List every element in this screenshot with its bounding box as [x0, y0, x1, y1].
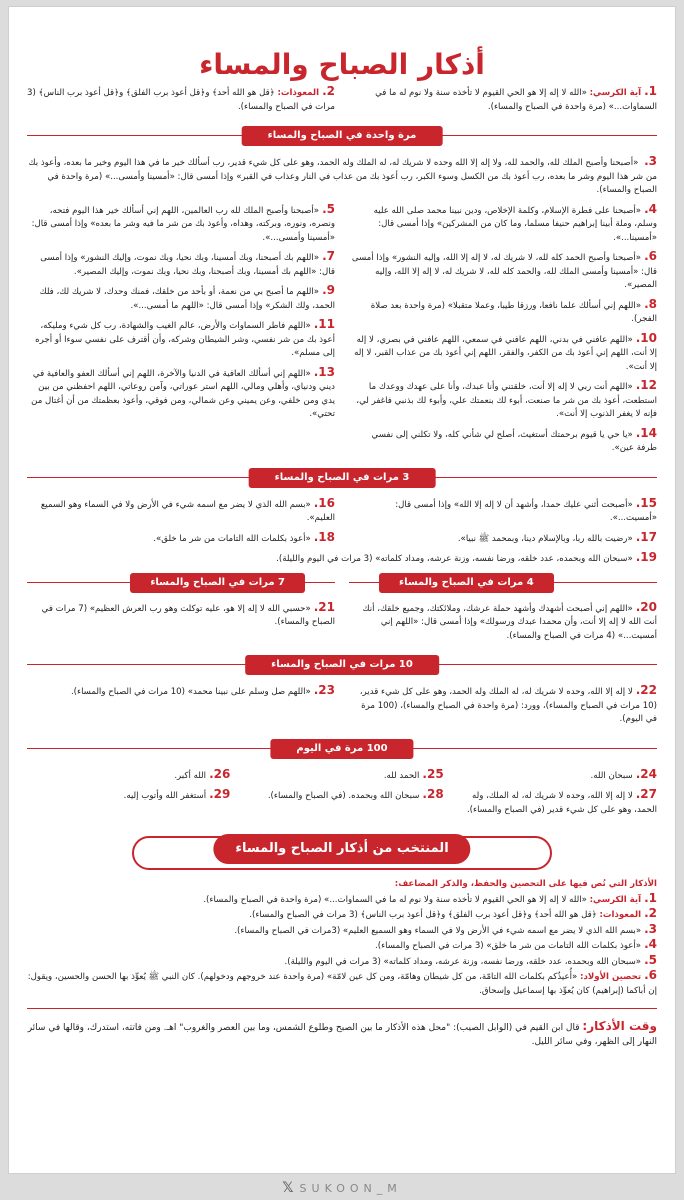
list-item: 17.«رضيت بالله ربا، وبالإسلام دينا، وبمحمد ﷺ نبيا». — [457, 529, 657, 544]
list-item: 16.«بسم الله الذي لا يضر مع اسمه شيء في الأرض ولا في السماء وهو السميع العليم». — [40, 495, 335, 523]
brand-watermark — [0, 1180, 684, 1196]
list-item: 26.الله أكبر. — [174, 766, 231, 781]
list-item: 18.«أعوذ بكلمات الله التامات من شر ما خلق». — [153, 529, 335, 544]
content — [9, 85, 675, 1049]
item-3: 3. «أصبحنا وأصبح الملك لله، والحمد لله، ولا إله إلا الله وحده لا شريك له، له الملك وله الحمد، وهو على كل شيء قدير، رب أسألك خير ما في هذا اليوم وخير ما بعده، وأعوذ بك من شر هذا اليوم وشر ما بعده، رب أعوذ بك من الكسل وسوء الكبر، رب أعوذ بك من عذاب في النار وعذاب في القبر» وإذا أمسى قال: «أمسينا وأمسى...» (مرة واحدة في الصباح والمساء). — [28, 154, 657, 195]
four-seven-row — [27, 601, 657, 649]
item-21: 21.«حسبي الله لا إله إلا هو، عليه توكلت وهو رب العرش العظيم» (7 مرات في الصباح والمساء). — [41, 599, 335, 627]
list-item: 15.«أصبحت أثني عليك حمدا، وأشهد أن لا إله إلا الله» وإذا أمسى قال: «أمسيت...». — [395, 495, 657, 523]
list-item: 11.«اللهم فاطر السماوات والأرض، عالم الغيب والشهادة، رب كل شيء ومليكه، أعوذ بك من شر نفسي، وشر الشيطان وشركه، وأن أقترف على نفسي سوءا أو أجره إلى مسلم». — [35, 317, 335, 358]
top-row — [27, 85, 657, 119]
once-columns — [27, 203, 657, 461]
page-sheet — [8, 6, 676, 1174]
item-22: 22.لا إله إلا الله، وحده لا شريك له، له الملك وله الحمد، وهو على كل شيء قدير، (10 مرات في الصباح والمساء)، وورد: (مرة واحدة في الصباح والمساء)، (100 مرة في اليوم). — [359, 683, 657, 724]
banner-ten: 10 مرات في الصباح والمساء — [27, 654, 657, 676]
item-1: 1.آية الكرسي: «الله لا إله إلا هو الحي القيوم لا تأخذه سنة ولا نوم له ما في السماوات...» (مرة واحدة في الصباح والمساء). — [375, 84, 657, 112]
list-item: 9.«اللهم ما أصبح بي من نعمة، أو بأحد من خلقك، فمنك وحدك، لا شريك لك، فلك الحمد، ولك الشكر» وإذا أمسى قال: «اللهم ما أمسى...». — [39, 283, 335, 311]
list-item: 5.«أصبحنا وأصبح الملك لله رب العالمين، اللهم إني أسألك خير هذا اليوم فتحه، ونصره، ونوره، وبركته، وهداه، وأعوذ بك من شر ما فيه وشر ما بعده» وإذا أمسى قال: «أمسينا وأمسى...». — [31, 201, 335, 243]
list-item: 6.«أصبحنا وأصبح الحمد كله لله، لا شريك له، لا إله إلا الله، وإليه النشور» وإذا أمسى قال: «أمسينا وأمسى الملك لله، والحمد كله لله، لا شريك له، لا إله إلا الله، وإليه المصير». — [351, 249, 657, 290]
list-item: 24.سبحان الله. — [590, 766, 657, 781]
list-item: 28.سبحان الله وبحمده. (في الصباح والمساء). — [267, 787, 444, 801]
list-item: 6.تحصين الأولاد: «أُعيذُكم بكلمات الله التامّة، من كل شيطان وهامّة، ومن كل عين لامّة» (مرة واحدة عند خروجهم ودخولهم). كان النبي ﷺ يُعوِّذ بها الحسن والحسين، ويقول: إن أباكما (إبراهيم) كان يُعوِّذ بها إسماعيل وإسحاق. — [27, 968, 657, 996]
ten-row — [27, 684, 657, 732]
three-columns — [27, 497, 657, 552]
banner-three: 3 مرات في الصباح والمساء — [27, 467, 657, 489]
item-20: 20.«اللهم إني أصبحت أشهدك وأشهد حملة عرشك، وملائكتك، وجميع خلقك، أنك أنت الله لا إله إلا أنت، وأن محمدا عبدك ورسولك» وإذا أمسى قال: «اللهم إني أمسيت...» (4 مرات في الصباح والمساء). — [362, 599, 657, 641]
three-right-column — [349, 497, 657, 552]
item-23: 23.«اللهم صل وسلم على نبينا محمد» (10 مرات في الصباح والمساء). — [70, 683, 335, 697]
selected-banner: المنتخب من أذكار الصباح والمساء — [132, 836, 552, 870]
list-item: 29.أستغفر الله وأتوب إليه. — [123, 787, 231, 801]
banner-hundred: 100 مرة في اليوم — [27, 738, 657, 760]
list-item: 14.«يا حي يا قيوم برحمتك أستغيث، أصلح لي شأني كله، ولا تكلني إلى نفسي طرفة عين». — [371, 425, 657, 453]
list-item: 4.«أعوذ بكلمات الله التامات من شر ما خلق» (3 مرات في الصباح والمساء). — [375, 937, 657, 951]
list-item: 7.«اللهم بك أصبحنا، وبك أمسينا، وبك نحيا، وبك نموت، وإليك النشور» وإذا أمسى قال: «اللهم بك أمسينا، وبك أصبحنا، وبك نحيا، وبك نموت، وإليك المصير». — [40, 249, 335, 277]
hundred-row-1 — [27, 768, 657, 789]
item-19: 19.«سبحان الله وبحمده، عدد خلقه، ورضا نفسه، وزنة عرشه، ومداد كلماته» (3 مرات في اليوم والليلة). — [276, 550, 657, 564]
once-right-column — [349, 203, 657, 461]
list-item: 3.«بسم الله الذي لا يضر مع اسمه شيء في الأرض ولا في السماء وهو السميع العليم» (3مرات في الصباح والمساء). — [234, 921, 657, 936]
banner-four-seven — [27, 573, 657, 593]
list-item: 10.«اللهم عافني في بدني، اللهم عافني في سمعي، اللهم عافني في بصري، لا إله إلا أنت، اللهم إني أعوذ بك من الكفر، والفقر، اللهم إني أعوذ بك من عذاب القبر، لا إله إلا أنت». — [354, 330, 657, 372]
list-item: 5.«سبحان الله وبحمده، عدد خلقه، ورضا نفسه، وزنة عرشه، ومداد كلماته» (3 مرات في اليوم والليلة). — [284, 952, 657, 967]
footnote: وقت الأذكار: قال ابن القيم في (الوابل الصيب): "محل هذه الأذكار ما بين الصبح وطلوع الشمس، وما بين العصر والغروب" اهـ. ومن فاتته، استدرك، وقالها في سائر النهار إلى الظهر، وفي سائر الليل. — [27, 1008, 657, 1049]
page-title: أذكار الصباح والمساء — [199, 48, 485, 81]
list-item: 2.المعوذات: ﴿قل هو الله أحد﴾ و﴿قل أعوذ برب الفلق﴾ و﴿قل أعوذ برب الناس﴾ (3 مرات في الصباح والمساء). — [249, 906, 657, 920]
item-2: 2.المعوذات: ﴿قل هو الله أحد﴾ و﴿قل أعوذ برب الفلق﴾ و﴿قل أعوذ برب الناس﴾ (3 مرات في الصباح والمساء). — [27, 84, 335, 112]
list-item: 1.آية الكرسي: «الله لا إله إلا هو الحي القيوم لا تأخذه سنة ولا نوم له ما في السماوات...» (مرة واحدة في الصباح والمساء). — [203, 890, 657, 905]
list-item: 25.الحمد لله. — [383, 766, 444, 781]
list-item: 27.لا إله إلا الله، وحده لا شريك له، له الملك، وله الحمد، وهو على كل شيء قدير (في الصباح والمساء). — [466, 787, 657, 815]
selected-heading: الأذكار التي نُص فيها على التحصين والحفظ، والذكر المضاعف: — [394, 879, 657, 889]
banner-once: مرة واحدة في الصباح والمساء — [27, 125, 657, 147]
once-left-column — [27, 203, 335, 461]
list-item: 8.«اللهم إني أسألك علما نافعا، ورزقا طيبا، وعملا متقبلا» (مرة واحدة بعد صلاة الفجر). — [370, 296, 657, 324]
list-item: 12.«اللهم أنت ربي لا إله إلا أنت، خلقتني وأنا عبدك، وأنا على عهدك ووعدك ما استطعت، أعوذ بك من شر ما صنعت، أبوء لك بنعمتك علي، وأبوء لك بذنبي فاغفر لي، فإنه لا يغفر الذنوب إلا أنت». — [356, 378, 657, 419]
selected-section — [27, 878, 657, 998]
brand-name: SUKOON_M — [299, 1182, 402, 1195]
x-logo-icon: 𝕏 — [282, 1180, 294, 1196]
banner-seven: 7 مرات في الصباح والمساء — [27, 573, 335, 593]
list-item: 13.«اللهم إني أسألك العافية في الدنيا والآخرة، اللهم إني أسألك العفو والعافية في ديني ودنياي، وأهلي ومالي، اللهم استر عوراتي، وآمن روعاتي، اللهم احفظني من بين يدي ومن خلفي، وعن يميني وعن شمالي، ومن فوقي، وأعوذ بعظمتك من أن أغتال من تحتي». — [31, 364, 335, 419]
banner-four: 4 مرات في الصباح والمساء — [349, 573, 657, 593]
hundred-row-2 — [27, 788, 657, 822]
three-left-column — [27, 497, 335, 552]
list-item: 4.«أصبحنا على فطرة الإسلام، وكلمة الإخلاص، ودين نبينا محمد صلى الله عليه وسلم، وملة أبينا إبراهيم حنيفا مسلما، وما كان من المشركين» وإذا أمسى قال: «أمسينا...». — [373, 201, 657, 243]
